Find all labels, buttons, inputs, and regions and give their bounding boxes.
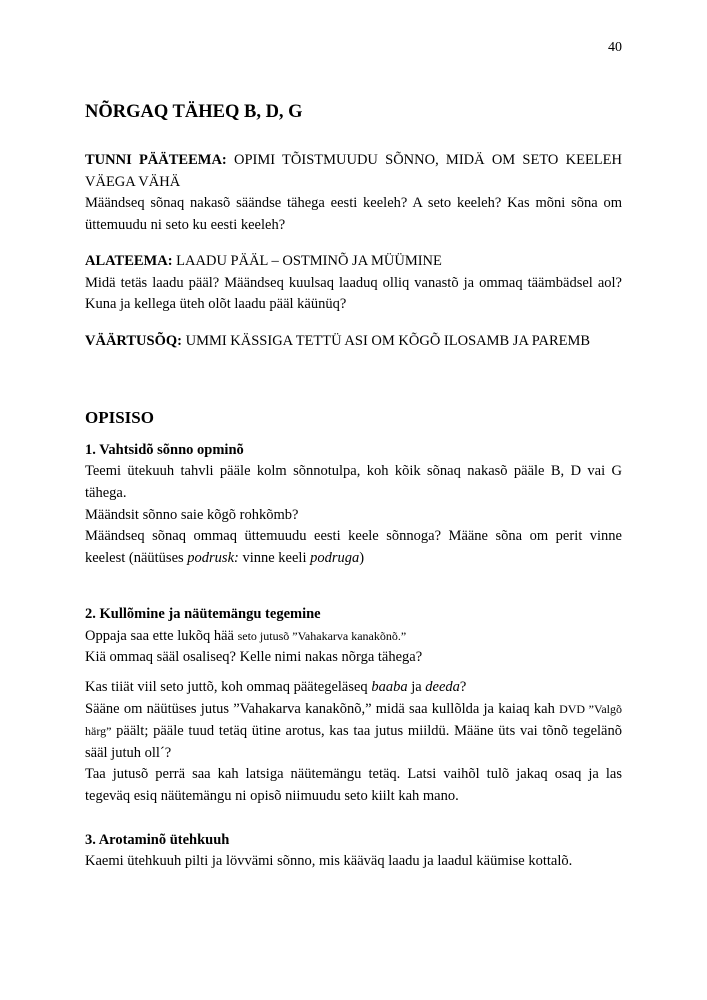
section-2-p3-italic-word-2: deeda [425, 679, 460, 696]
section-1-p3-italic-word-2: podruga [310, 550, 360, 567]
section-1-p3-text-end: ) [359, 550, 365, 567]
page-content [0, 99, 707, 873]
tunni-paateema-label: TUNNI PÄÄTEEMA: [85, 152, 227, 168]
section-2-p3-text: Kas tiiät viil seto juttõ, koh ommaq päätegeläseq [85, 679, 372, 696]
paragraph-alateema [85, 251, 622, 316]
section-2-paragraph-2: Kiä ommaq sääl osaliseq? Kelle nimi nakas nõrga tähega? [85, 649, 423, 666]
tunni-paateema-text: OPIMI TÕISTMUUDU SÕNNO, MIDÄ OM SETO KEELEH VÄEGA VÄHÄ [85, 152, 622, 190]
section-2-heading: 2. Kullõmine ja näütemängu tegemine [85, 605, 321, 622]
tunni-paateema-body: Määndseq sõnaq nakasõ säändse tähega eesti keeleh? A seto keeleh? Kas mõni sõna om üttemuudu ni seto ku eesti keeleh? [85, 195, 622, 234]
alateema-body: Midä tetäs laadu pääl? Määndseq kuulsaq laaduq olliq vanastõ ja ommaq täämbädsel aol? Kuna ja kellega üteh olõt laadu pääl käünüq? [85, 274, 622, 313]
section-2-p3-text-mid: ja [407, 679, 426, 696]
section-3 [85, 830, 622, 873]
section-3-heading: 3. Arotaminõ ütehkuuh [85, 831, 230, 848]
vaartusoq-text: UMMI KÄSSIGA TETTÜ ASI OM KÕGÕ ILOSAMB JA PAREMB [181, 332, 591, 349]
section-2-p4-text: Sääne om näütüses jutus ”Vahakarva kanakõnõ,” midä saa kullõlda ja kaiaq kah [85, 701, 560, 718]
section-2-p1-small-text: seto jutusõ ”Vahakarva kanakõnõ.” [237, 628, 407, 643]
document-title: NÕRGAQ TÄHEQ B, D, G [85, 102, 303, 122]
section-1-p3-italic-word-1: podrusk: [187, 550, 239, 567]
section-1-heading: 1. Vahtsidõ sõnno opminõ [85, 441, 244, 458]
vaartusoq-label: VÄÄRTUSÕQ: [85, 332, 182, 349]
section-2-paragraph-4 [85, 699, 622, 764]
section-1 [85, 440, 622, 570]
section-1-paragraph-3 [85, 526, 622, 569]
section-2-p4-text-end: päält; pääle tuud tetäq ütine arotus, kas taa jutus miildü. Määne üts vai tõnõ tegelänõ sääl jutuh oll´? [85, 722, 622, 761]
section-2-paragraph-5: Taa jutusõ perrä saa kah latsiga näütemängu tetäq. Latsi vaihõl tulõ jakaq osaq ja las tegeväq esiq näütemängu ni opisõ niimuudu seto kiilt kah mano. [85, 766, 622, 804]
section-2-p3-text-end: ? [459, 679, 467, 696]
section-3-paragraph-1: Kaemi ütehkuuh pilti ja lövvämi sõnno, mis kääväq laadu ja laadul käümise kottalõ. [85, 853, 573, 870]
alateema-heading-line [85, 251, 622, 273]
section-2-p3-italic-word-1: baaba [371, 679, 408, 696]
section-1-paragraph-1: Teemi ütekuuh tahvli pääle kolm sõnnotulpa, koh kõik sõnaq nakasõ pääle B, D vai G tähega. [85, 463, 622, 502]
tunni-paateema-heading-line [85, 150, 622, 193]
section-2-p1-text: Oppaja saa ette lukõq hää [85, 627, 238, 644]
opisiso-heading: OPISISO [85, 407, 154, 427]
section-1-p3-text-mid: vinne keeli [238, 550, 311, 567]
paragraph-vaartusoq [85, 331, 622, 353]
section-2-paragraph-3 [85, 677, 622, 699]
section-1-paragraph-2: Määndsit sõnno saie kõgõ rohkõmb? [85, 506, 299, 523]
alateema-text: LAADU PÄÄL – OSTMINÕ JA MÜÜMINE [172, 252, 442, 269]
page-number: 40 [608, 40, 622, 55]
section-2-p4-small-text: DVD ”Valgõ härg” [85, 702, 622, 738]
section-1-p3-text: Määndseq sõnaq ommaq üttemuudu eesti keele sõnnoga? Määne sõna om perit vinne keelest (näütüses [85, 528, 622, 567]
alateema-label: ALATEEMA: [85, 252, 173, 269]
paragraph-tunni-paateema [85, 150, 622, 237]
section-2-paragraph-1 [85, 626, 622, 648]
section-2 [85, 604, 622, 808]
